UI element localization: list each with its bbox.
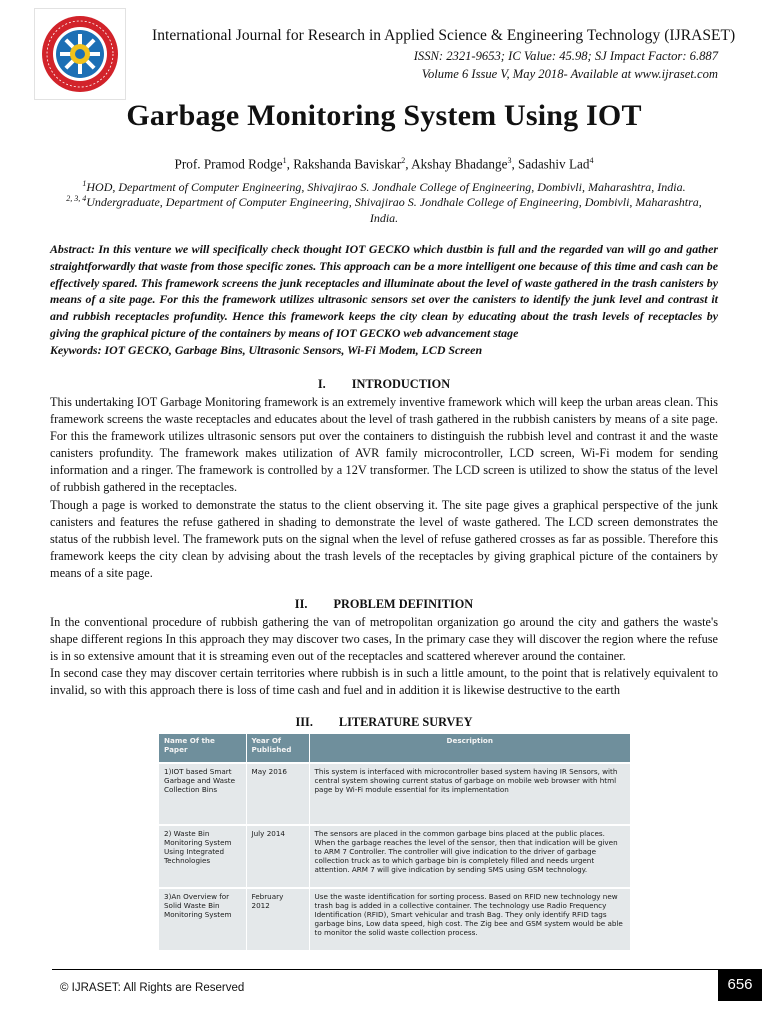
author-list: Prof. Pramod Rodge$^1$, Rakshanda Baviskar$^2$, Akshay Bhadange$^3$, Sadashiv Lad$^4$ (174, 156, 594, 172)
journal-logo (34, 8, 126, 100)
section-heading-problem-definition (0, 597, 768, 612)
table-row (159, 763, 631, 825)
affiliation-mark: 1 (82, 179, 87, 188)
author-name: Akshay Bhadange (411, 156, 508, 172)
paragraph: In the conventional procedure of rubbish gathering the van of metropolitan organization go around the city and gathers the waste's shape different regions In this approach they may discover two cases, In the primary case they will discover the region where the refuse is in so extensive amount that it is streaming even out of the receptacles and scattered wherever around the container. (50, 615, 718, 664)
paragraph: In second case they may discover certain territories where rubbish is in such a little amount, to the point that is relatively equivalent to invalid, so with this approach there is loss of time cash and fuel and in addition it is likewise destructive to the earth (50, 666, 718, 698)
table-cell-name: 2) Waste Bin Monitoring System Using Integrated Technologies (159, 825, 246, 888)
paragraph: This undertaking IOT Garbage Monitoring framework is an extremely inventive framework which will keep the urban areas clean. This framework screens the waste receptacles and educates about the level of trash gathered in the rubbish canisters by means of a site page. For this the framework utilizes ultrasonic sensors put over the containers to distinguish the rubbish level and contrast it and the waste canisters profundity. The framework makes utilization of AVR family microcontroller, LCD screen, Wi-Fi modem for sending information and a ringer. The framework is controlled by a 12V transformer. The LCD screen is utilized to show the status of the level of rubbish gathered in the receptacles. (50, 395, 718, 495)
abstract-text: Abstract: In this venture we will specifically check thought IOT GECKO which dustbin is full and the regarded van will go and gather straightforwardly that waste from those specific zones. This approach can be a more intelligent one because of this time and cash can be effectively spared. This framework screens the junk receptacles and illuminate about the level of waste gathered in the trash canisters by means of a site page. For this the framework utilizes ultrasonic sensors set over the canisters to identify the junk level and contrast it and rubbish receptacles profundity. Hence this framework keeps the city clean by educating about the trash levels of receptacles by giving the graphical picture of the containers by means of IOT GECKO web advancement stage (50, 242, 718, 340)
table-cell-description: This system is interfaced with microcontroller based system having IR Sensors, with central system showing current status of garbage on mobile web browser with html page by Wi-Fi module essential for its implementation (309, 763, 631, 825)
author-name: Sadashiv Lad (518, 156, 590, 172)
column-header: Description (309, 734, 631, 763)
footer-divider (52, 969, 718, 970)
journal-seal-icon (35, 9, 125, 99)
abstract-block (50, 241, 718, 359)
section-number: II. (294, 597, 308, 611)
author-mark: 1 (282, 156, 287, 165)
author-mark: 4 (589, 156, 594, 165)
table-cell-description: The sensors are placed in the common garbage bins placed at the public places. When the garbage reaches the level of the sensor, then that indication will be given to ARM 7 Controller. The controller will give indication to the driver of garbage collection truck as to which garbage bin is completely filled and needs urgent attention. ARM 7 will give indication by sending SMS using GSM technology. (309, 825, 631, 888)
table-cell-year: May 2016 (246, 763, 309, 825)
table-cell-year: February 2012 (246, 888, 309, 950)
literature-survey-table (159, 734, 631, 950)
author-mark: 2 (401, 156, 406, 165)
section-title: PROBLEM DEFINITION (333, 597, 474, 611)
affiliation-text: HOD, Department of Computer Engineering, Shivajirao S. Jondhale College of Engineering, Dombivli, Maharashtra, India. (86, 180, 686, 194)
table-header-row (159, 734, 631, 763)
affiliation-mark: 2, 3, 4 (66, 194, 87, 203)
section-number: III. (295, 715, 313, 729)
table-row (159, 888, 631, 950)
section-heading-literature-survey (0, 715, 768, 730)
author-name: Prof. Pramod Rodge (174, 156, 283, 172)
volume-line: Volume 6 Issue V, May 2018- Available at www.ijraset.com (421, 67, 718, 81)
author-name: Rakshanda Baviskar (293, 156, 402, 172)
table-cell-name: 1)IOT based Smart Garbage and Waste Collection Bins (159, 763, 246, 825)
page-number: 656 (718, 969, 762, 1001)
affiliation-text: Undergraduate, Department of Computer Engineering, Shivajirao S. Jondhale College of Engineering, Dombivli, Maharashtra, India. (86, 195, 702, 225)
section-title: LITERATURE SURVEY (338, 715, 473, 729)
column-header: Name Of the Paper (159, 734, 246, 763)
issn-line: ISSN: 2321-9653; IC Value: 45.98; SJ Impact Factor: 6.887 (413, 49, 718, 63)
section-heading-introduction (0, 377, 768, 392)
table-row (159, 825, 631, 888)
table-cell-name: 3)An Overview for Solid Waste Bin Monitoring System (159, 888, 246, 950)
affiliation-2 (60, 191, 708, 226)
paper-title: Garbage Monitoring System Using IOT (126, 99, 642, 132)
introduction-body (50, 394, 718, 582)
journal-name: International Journal for Research in Applied Science & Engineering Technology (IJRASET) (152, 27, 736, 44)
section-number: I. (317, 377, 326, 391)
table-cell-description: Use the waste identification for sorting process. Based on RFID new technology new trash bag is added in a collective container. The technology use Radio Frequency Identification (RFID), Smart vehicular and trash Bag. They only identify RFID tags garbage bins, Low data speed, high cost. The Zig bee and GSM system would be able to monitor the solid waste collection process. (309, 888, 631, 950)
section-title: INTRODUCTION (351, 377, 451, 391)
table-cell-year: July 2014 (246, 825, 309, 888)
keywords-text: Keywords: IOT GECKO, Garbage Bins, Ultrasonic Sensors, Wi-Fi Modem, LCD Screen (50, 342, 483, 357)
problem-definition-body (50, 614, 718, 699)
copyright-notice: © IJRASET: All Rights are Reserved (60, 982, 245, 994)
column-header: Year Of Published (246, 734, 309, 763)
paragraph: Though a page is worked to demonstrate the status to the client observing it. The site page gives a graphical perspective of the junk canisters and features the refuse gathered in shading to demonstrate the level of waste gathered. The LCD screen demonstrates the status of the rubbish level. The framework puts on the signal when the level of refuse gathered crosses as far as possible. Therefore this framework keeps the city clean by advising about the trash levels of the receptacles by giving graphical picture of the containers by means of a site page. (50, 497, 718, 580)
author-mark: 3 (507, 156, 512, 165)
